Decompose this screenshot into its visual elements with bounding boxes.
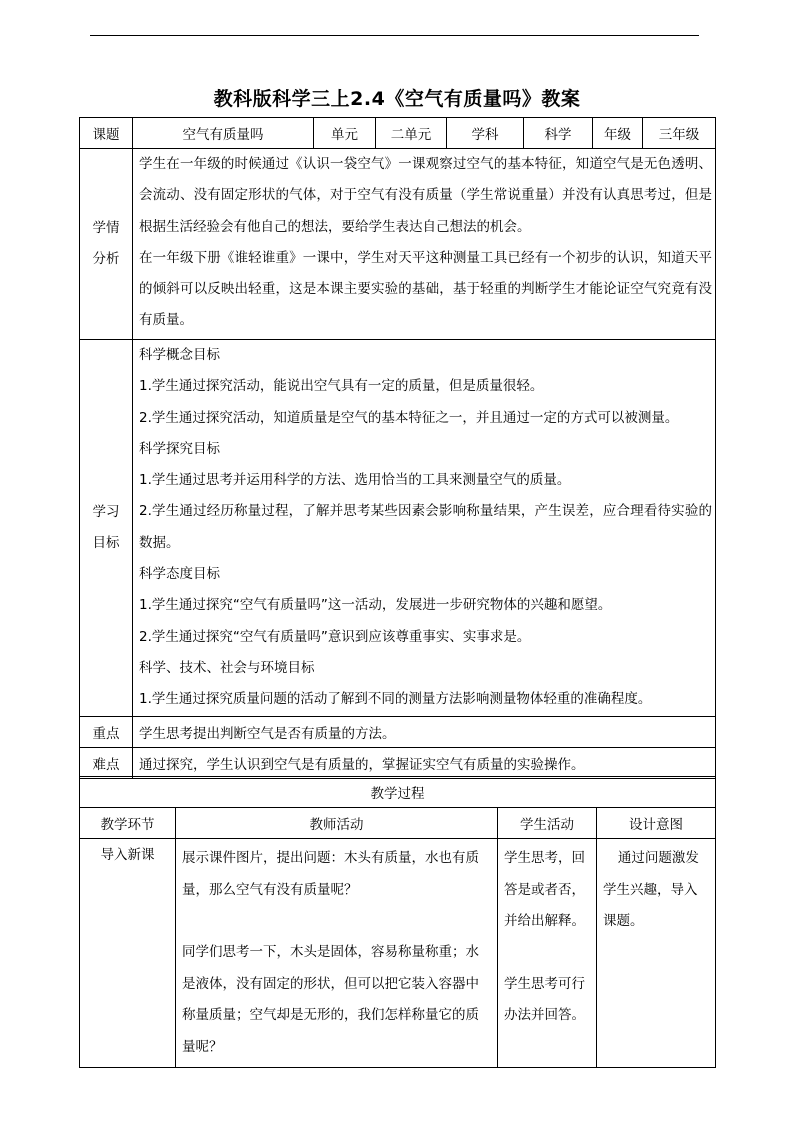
objectives-row xyxy=(80,340,716,717)
analysis-label xyxy=(80,149,133,340)
student-activity-paragraph: 学生思考，回答是或者否，并给出解释。 xyxy=(504,850,585,929)
analysis-label-line1: 学情 xyxy=(92,220,120,236)
analysis-paragraph: 在一年级下册《谁轻谁重》一课中，学生对天平这种测量工具已经有一个初步的认识，知道天平的倾斜可以反映出轻重，这是本课主要实验的基础，基于轻重的判断学生才能论证空气究竟有没有质量。 xyxy=(139,249,712,329)
analysis-paragraph: 学生在一年级的时候通过《认识一袋空气》一课观察过空气的基本特征，知道空气是无色透明、会流动、没有固定形状的气体，对于空气有没有质量（学生常说重量）并没有认真思考过，但是根据生活经验会有他自己的想法，要给学生表达自己想法的机会。 xyxy=(139,156,712,235)
difficulty-row xyxy=(80,747,716,778)
objectives-label-line1: 学习 xyxy=(92,503,120,520)
objective-line: 科学探究目标 xyxy=(139,440,220,457)
page-title: 教科版科学三上2.4《空气有质量吗》教案 xyxy=(213,88,581,110)
objective-line: 1.学生通过思考并运用科学的方法、选用恰当的工具来测量空气的质量。 xyxy=(139,472,571,489)
objective-line: 1.学生通过探究“空气有质量吗”这一活动，发展进一步研究物体的兴趣和愿望。 xyxy=(139,597,612,614)
paragraph-gap xyxy=(182,906,491,937)
objective-line: 科学、技术、社会与环境目标 xyxy=(139,659,315,676)
lesson-info-table xyxy=(79,117,716,779)
subject-value: 科学 xyxy=(524,118,593,149)
objective-line: 2.学生通过经历称量过程，了解并思考某些因素会影响称量结果，产生误差，应合理看待实验的数据。 xyxy=(139,503,712,551)
key-point-row xyxy=(80,716,716,747)
difficulty-label: 难点 xyxy=(80,747,133,778)
process-heading-row xyxy=(80,777,716,808)
topic-label: 课题 xyxy=(80,118,133,149)
objective-line: 科学态度目标 xyxy=(139,566,220,583)
subject-label: 学科 xyxy=(447,118,524,149)
header-rule xyxy=(90,35,699,36)
objective-line: 科学概念目标 xyxy=(139,347,220,363)
paragraph-gap xyxy=(504,938,590,969)
stage-cell: 导入新课 xyxy=(80,839,176,1068)
column-header-student: 学生活动 xyxy=(498,808,597,839)
grade-value: 三年级 xyxy=(643,118,716,149)
analysis-row xyxy=(80,149,716,340)
teacher-activity-cell xyxy=(176,839,498,1068)
objective-line: 1.学生通过探究活动，能说出空气具有一定的质量，但是质量很轻。 xyxy=(139,378,544,395)
objective-line: 1.学生通过探究质量问题的活动了解到不同的测量方法影响测量物体轻重的准确程度。 xyxy=(139,691,652,708)
objectives-label xyxy=(80,340,133,717)
column-header-intent: 设计意图 xyxy=(597,808,716,839)
difficulty-text: 通过探究，学生认识到空气是有质量的，掌握证实空气有质量的实验操作。 xyxy=(133,747,716,778)
analysis-content xyxy=(133,149,716,340)
objective-line: 2.学生通过探究“空气有质量吗”意识到应该尊重事实、实事求是。 xyxy=(139,628,531,645)
unit-label: 单元 xyxy=(314,118,376,149)
teacher-activity-paragraph: 展示课件图片，提出问题：木头有质量，水也有质量，那么空气有没有质量呢？ xyxy=(182,850,479,898)
student-activity-cell xyxy=(498,839,597,1068)
objective-line: 2.学生通过探究活动，知道质量是空气的基本特征之一，并且通过一定的方式可以被测量。 xyxy=(139,409,679,426)
info-row xyxy=(80,118,716,149)
process-header-row xyxy=(80,808,716,839)
teaching-process-table xyxy=(79,776,716,1068)
objectives-label-line2: 目标 xyxy=(92,534,120,551)
grade-label: 年级 xyxy=(593,118,643,149)
column-header-stage: 教学环节 xyxy=(80,808,176,839)
analysis-label-line2: 分析 xyxy=(92,251,120,267)
teacher-activity-paragraph: 同学们思考一下，木头是固体，容易称量称重；水是液体，没有固定的形状，但可以把它装入容器中称量质量；空气却是无形的，我们怎样称量它的质量呢？ xyxy=(182,944,479,1055)
key-point-label: 重点 xyxy=(80,716,133,747)
process-row xyxy=(80,839,716,1068)
column-header-teacher: 教师活动 xyxy=(176,808,498,839)
key-point-text: 学生思考提出判断空气是否有质量的方法。 xyxy=(133,716,716,747)
unit-value: 二单元 xyxy=(376,118,447,149)
topic-value: 空气有质量吗 xyxy=(133,118,314,149)
process-heading: 教学过程 xyxy=(80,777,716,808)
student-activity-paragraph: 学生思考可行办法并回答。 xyxy=(504,975,585,1023)
design-intent-cell: 通过问题激发学生兴趣，导入课题。 xyxy=(597,839,716,1068)
objectives-content xyxy=(133,340,716,717)
